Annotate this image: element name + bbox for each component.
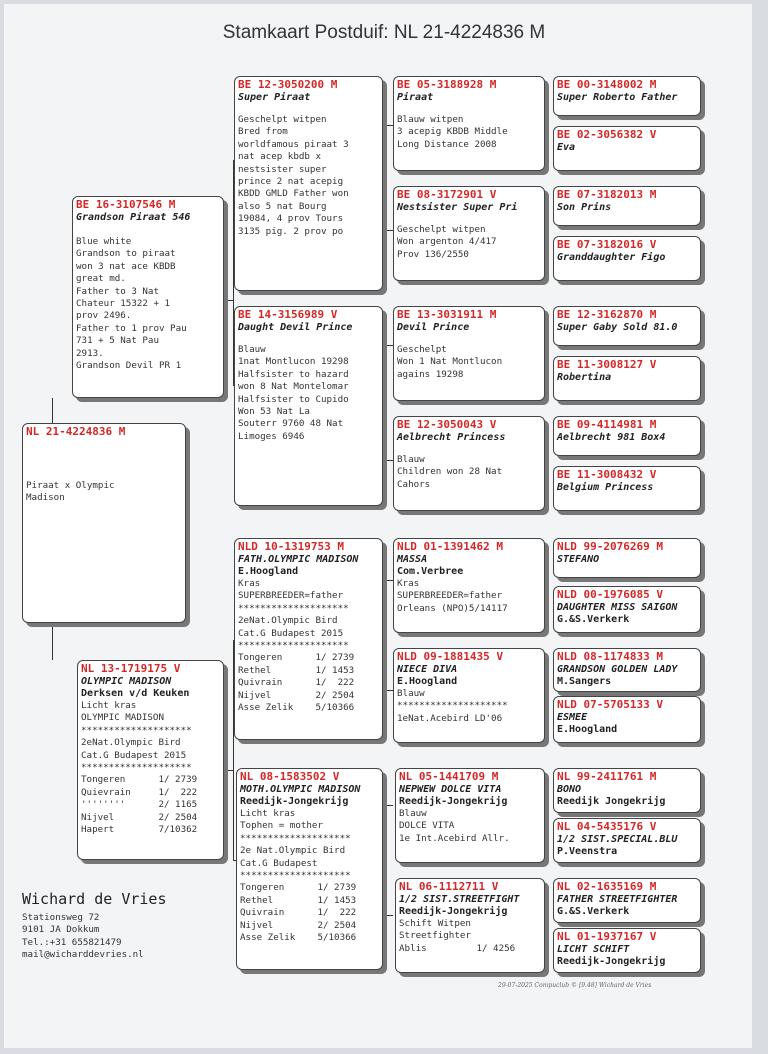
- connector-line: [385, 230, 393, 231]
- connector-line: [385, 345, 393, 346]
- breeder-name: E.Hoogland: [397, 676, 458, 687]
- pigeon-card-gen3[interactable]: [395, 768, 545, 863]
- pigeon-name: MASSA: [397, 554, 428, 565]
- pigeon-card-gen3[interactable]: [393, 648, 545, 743]
- card-notes: Geschelpt Won 1 Nat Montlucon agains 19298: [397, 344, 503, 380]
- pigeon-name: Granddaughter Figo: [557, 252, 666, 263]
- pigeon-name: Daught Devil Prince: [238, 322, 353, 333]
- breeder-name: Reedijk-Jongekrijg: [557, 956, 666, 967]
- connector-line: [52, 398, 53, 425]
- pigeon-card-gen4[interactable]: [553, 236, 701, 281]
- ring-number: NL 08-1583502 V: [240, 770, 340, 783]
- pigeon-card-sire-dam[interactable]: [234, 306, 383, 506]
- card-notes: Piraat x Olympic Madison: [26, 480, 115, 504]
- connector-line: [52, 622, 53, 660]
- pigeon-name: ESMEE: [557, 712, 588, 723]
- pigeon-card-gen3[interactable]: [393, 76, 545, 171]
- ring-number: NL 06-1112711 V: [399, 880, 499, 893]
- pigeon-card-gen3[interactable]: [393, 538, 545, 633]
- pigeon-card-gen4[interactable]: [553, 928, 701, 973]
- pigeon-card-gen3[interactable]: [393, 416, 545, 511]
- pigeon-name: Robertina: [557, 372, 612, 383]
- ring-number: NL 02-1635169 M: [557, 880, 657, 893]
- ring-number: BE 02-3056382 V: [557, 128, 657, 141]
- pigeon-card-sire-sire[interactable]: [234, 76, 383, 291]
- pigeon-card-gen3[interactable]: [393, 306, 545, 401]
- pigeon-card-gen4[interactable]: [553, 76, 701, 116]
- card-notes: Geschelpt witpen Won argenton 4/417 Prov 136/2550: [397, 224, 497, 260]
- pigeon-card-gen4[interactable]: [553, 466, 701, 511]
- breeder-name: Derksen v/d Keuken: [81, 688, 190, 699]
- ring-number: BE 12-3050200 M: [238, 78, 338, 91]
- breeder-name: E.Hoogland: [238, 566, 299, 577]
- pigeon-card-gen4[interactable]: [553, 126, 701, 171]
- pigeon-card-gen4[interactable]: [553, 416, 701, 456]
- card-notes: Schift Witpen Streetfighter Ablis 1/ 4256: [399, 918, 516, 954]
- pigeon-name: Aelbrecht 981 Box4: [557, 432, 666, 443]
- pigeon-name: Son Prins: [557, 202, 612, 213]
- connector-line: [385, 580, 393, 581]
- ring-number: BE 12-3050043 V: [397, 418, 497, 431]
- pigeon-name: MOTH.OLYMPIC MADISON: [240, 784, 361, 795]
- owner-address: Stationsweg 72: [22, 912, 100, 923]
- pigeon-card-gen4[interactable]: [553, 186, 701, 226]
- breeder-name: M.Sangers: [557, 676, 612, 687]
- owner-name: Wichard de Vries: [22, 890, 167, 908]
- pigeon-name: LICHT SCHIFT: [557, 944, 630, 955]
- breeder-name: G.&S.Verkerk: [557, 906, 630, 917]
- pigeon-card-gen4[interactable]: [553, 768, 701, 813]
- ring-number: BE 00-3148002 M: [557, 78, 657, 91]
- pigeon-name: Devil Prince: [397, 322, 470, 333]
- pigeon-card-gen4[interactable]: [553, 648, 701, 692]
- pigeon-card-sire[interactable]: [72, 196, 224, 398]
- ring-number: NLD 08-1174833 M: [557, 650, 663, 663]
- ring-number: NL 21-4224836 M: [26, 425, 126, 438]
- pigeon-card-dam-dam[interactable]: [236, 768, 383, 970]
- pigeon-name: NIECE DIVA: [397, 664, 458, 675]
- page-title: Stamkaart Postduif: NL 21-4224836 M: [222, 22, 546, 43]
- pigeon-name: Super Piraat: [238, 92, 311, 103]
- connector-line: [385, 805, 393, 806]
- pigeon-card-self[interactable]: [22, 423, 186, 623]
- pigeon-name: Grandson Piraat 546: [76, 212, 191, 223]
- ring-number: NLD 99-2076269 M: [557, 540, 663, 553]
- pigeon-name: 1/2 SIST.SPECIAL.BLU: [557, 834, 678, 845]
- ring-number: NLD 07-5705133 V: [557, 698, 663, 711]
- card-notes: Blauw 1nat Montlucon 19298 Halfsister to hazard won 8 Nat Montelomar Halfsister to Cupido Won 53 Nat La Souterr 9760 48 Nat Limoges 6946: [238, 344, 349, 442]
- pigeon-card-dam-sire[interactable]: [234, 538, 383, 740]
- owner-phone: Tel.:+31 655821479: [22, 936, 122, 948]
- ring-number: BE 16-3107546 M: [76, 198, 176, 211]
- pigeon-card-gen4[interactable]: [553, 878, 701, 923]
- ring-number: BE 05-3188928 M: [397, 78, 497, 91]
- pigeon-card-dam[interactable]: [77, 660, 224, 860]
- breeder-name: Reedijk-Jongekrijg: [399, 906, 508, 917]
- ring-number: NL 01-1937167 V: [557, 930, 657, 943]
- pigeon-card-gen4[interactable]: [553, 696, 701, 743]
- card-notes: Kras SUPERBREEDER=father ******************** 2eNat.Olympic Bird Cat.G Budapest 2015 ******************** Tongeren 1/ 2739 Rethel 1/ 1453 Quivrain 1/ 222 Nijvel 2/ 2504 Asse Zelik 5/10366: [238, 578, 355, 714]
- pigeon-card-gen4[interactable]: [553, 538, 701, 578]
- breeder-name: E.Hoogland: [557, 724, 618, 735]
- card-notes: Blauw Children won 28 Nat Cahors: [397, 454, 503, 490]
- pigeon-name: FATHER STREETFIGHTER: [557, 894, 678, 905]
- connector-line: [385, 690, 393, 691]
- ring-number: BE 09-4114981 M: [557, 418, 657, 431]
- ring-number: NL 05-1441709 M: [399, 770, 499, 783]
- pigeon-name: Aelbrecht Princess: [397, 432, 506, 443]
- pigeon-card-gen3[interactable]: [393, 186, 545, 281]
- ring-number: BE 07-3182013 M: [557, 188, 657, 201]
- ring-number: BE 13-3031911 M: [397, 308, 497, 321]
- ring-number: BE 11-3008432 V: [557, 468, 657, 481]
- ring-number: BE 07-3182016 V: [557, 238, 657, 251]
- ring-number: NLD 09-1881435 V: [397, 650, 503, 663]
- pigeon-card-gen4[interactable]: [553, 356, 701, 401]
- pigeon-name: Super Roberto Father: [557, 92, 678, 103]
- breeder-name: G.&S.Verkerk: [557, 614, 630, 625]
- ring-number: BE 11-3008127 V: [557, 358, 657, 371]
- pigeon-card-gen4[interactable]: [553, 586, 701, 633]
- pigeon-name: BONO: [557, 784, 582, 795]
- ring-number: BE 08-3172901 V: [397, 188, 497, 201]
- ring-number: NL 04-5435176 V: [557, 820, 657, 833]
- pigeon-name: DAUGHTER MISS SAIGON: [557, 602, 678, 613]
- breeder-name: Com.Verbree: [397, 566, 464, 577]
- pigeon-name: STEFANO: [557, 554, 600, 565]
- owner-email: mail@wicharddevries.nl: [22, 949, 144, 961]
- card-notes: Geschelpt witpen Bred from worldfamous piraat 3 nat acep kbdb x nestsister super prince 2 nat acepig KBDD GMLD Father won also 5 nat Bourg 19084, 4 prov Tours 3135 pig. 2 prov po: [238, 114, 349, 237]
- pigeon-name: Nestsister Super Pri: [397, 202, 518, 213]
- card-notes: Blauw ******************** 1eNat.Acebird LD'06: [397, 688, 508, 724]
- ring-number: NLD 10-1319753 M: [238, 540, 344, 553]
- pigeon-card-gen4[interactable]: [553, 306, 701, 346]
- ring-number: NLD 00-1976085 V: [557, 588, 663, 601]
- card-notes: Kras SUPERBREEDER=father Orleans (NPO)5/14117: [397, 578, 508, 614]
- card-notes: Blauw witpen 3 acepig KBDB Middle Long Distance 2008: [397, 114, 508, 150]
- ring-number: NL 99-2411761 M: [557, 770, 657, 783]
- pigeon-name: Eva: [557, 142, 576, 153]
- pigeon-name: 1/2 SIST.STREETFIGHT: [399, 894, 520, 905]
- pigeon-name: FATH.OLYMPIC MADISON: [238, 554, 359, 565]
- pigeon-name: NEPWEW DOLCE VITA: [399, 784, 502, 795]
- footer-text: 29-07-2025 Compuclub © [9.48] Wichard de Vries: [498, 982, 652, 989]
- ring-number: NL 13-1719175 V: [81, 662, 181, 675]
- pigeon-name: Super Gaby Sold 81.0: [557, 322, 678, 333]
- pigeon-name: Piraat: [397, 92, 434, 103]
- pigeon-name: Belgium Princess: [557, 482, 654, 493]
- card-notes: Blue white Grandson to piraat won 3 nat ace KBDB great md. Father to 3 Nat Chateur 15322 + 1 prov 2496. Father to 1 prov Pau 731 + 5 Nat Pau 2913. Grandson Devil PR 1: [76, 236, 187, 372]
- connector-line: [385, 460, 393, 461]
- pigeon-name: GRANDSON GOLDEN LADY: [557, 664, 678, 675]
- breeder-name: Reedijk-Jongekrijg: [399, 796, 508, 807]
- breeder-name: P.Veenstra: [557, 846, 618, 857]
- pigeon-card-gen3[interactable]: [395, 878, 545, 973]
- ring-number: BE 14-3156989 V: [238, 308, 338, 321]
- card-notes: Licht kras Tophen = mother ******************** 2e Nat.Olympic Bird Cat.G Budapest ******************** Tongeren 1/ 2739 Rethel 1/ 1453 Quivrain 1/ 222 Nijvel 2/ 2504 Asse Zelik 5/10366: [240, 808, 357, 944]
- pigeon-name: OLYMPIC MADISON: [81, 676, 172, 687]
- pigeon-card-gen4[interactable]: [553, 818, 701, 863]
- card-notes: Blauw DOLCE VITA 1e Int.Acebird Allr.: [399, 808, 510, 844]
- connector-line: [385, 125, 393, 126]
- card-notes: Licht kras OLYMPIC MADISON ******************** 2eNat.Olympic Bird Cat.G Budapest 2015 ******************** Tongeren 1/ 2739 Quievrain 1/ 222 '''''''' 2/ 1165 Nijvel 2/ 2504 Hapert 7/10362: [81, 700, 198, 836]
- breeder-name: Reedijk Jongekrijg: [557, 796, 666, 807]
- ring-number: BE 12-3162870 M: [557, 308, 657, 321]
- connector-line: [385, 915, 393, 916]
- ring-number: NLD 01-1391462 M: [397, 540, 503, 553]
- breeder-name: Reedijk-Jongekrijg: [240, 796, 349, 807]
- owner-block: [22, 890, 167, 962]
- owner-city: 9101 JA Dokkum: [22, 924, 100, 936]
